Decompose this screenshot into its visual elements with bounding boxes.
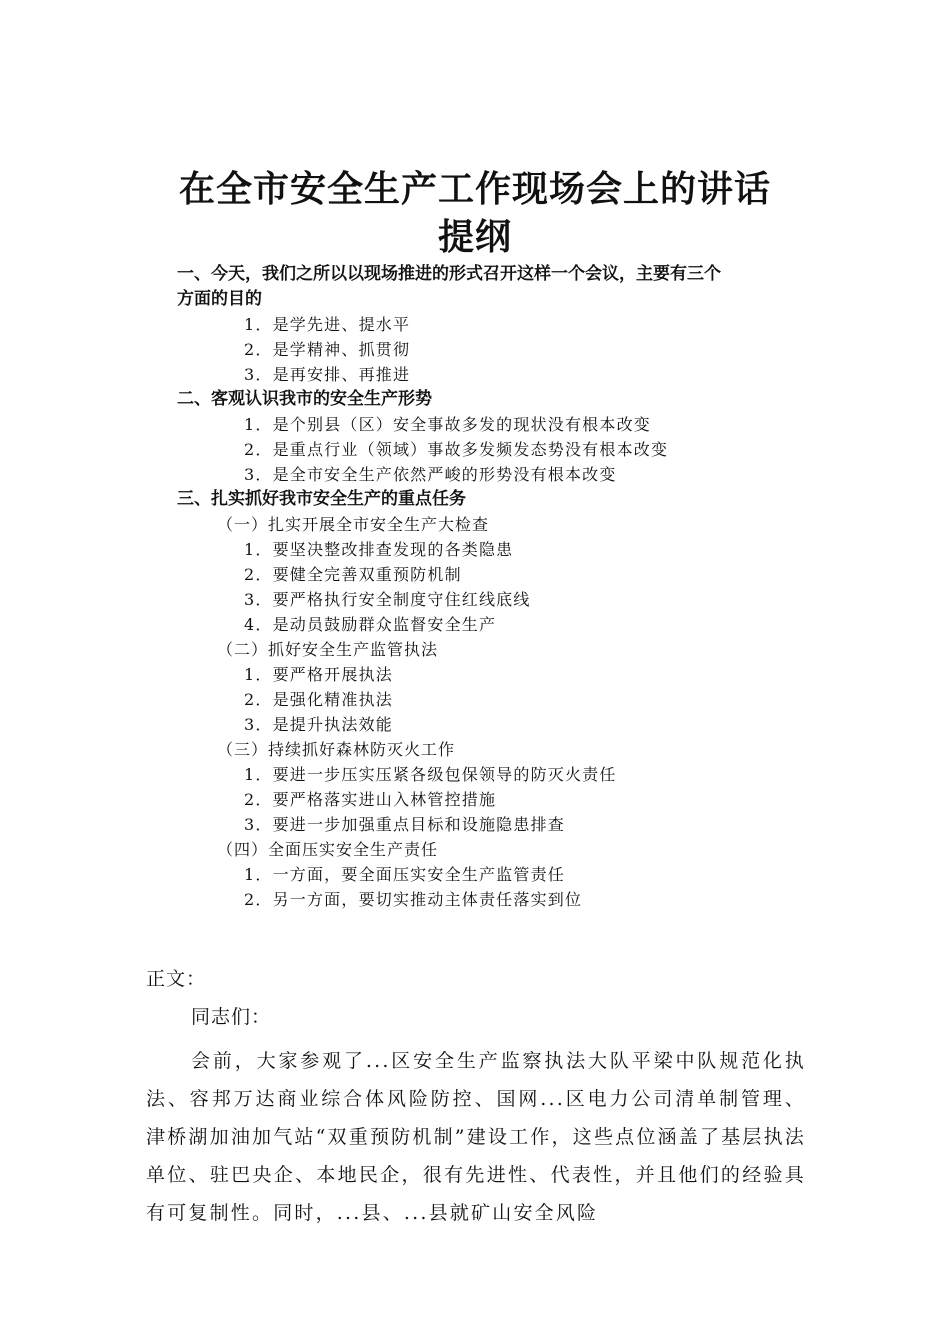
subsection-3-2-item-3: 3．是提升执法效能 — [244, 715, 393, 734]
section-3-heading: 三、扎实抓好我市安全生产的重点任务 — [177, 489, 466, 509]
subsection-3-3-item-2: 2．要严格落实进山入林管控措施 — [244, 790, 497, 809]
subsection-3-1-item-4: 4．是动员鼓励群众监督安全生产 — [244, 615, 497, 634]
section-2-item-2: 2．是重点行业（领域）事故多发频发态势没有根本改变 — [244, 440, 669, 459]
subsection-3-3-item-3: 3．要进一步加强重点目标和设施隐患排查 — [244, 815, 565, 834]
document-title-line-2: 提纲 — [437, 217, 512, 258]
subsection-3-4-item-1: 1．一方面，要全面压实安全生产监管责任 — [244, 865, 565, 884]
section-1-heading — [0, 262, 950, 312]
section-1-item-3: 3．是再安排、再推进 — [244, 365, 411, 384]
body-label: 正文： — [146, 968, 207, 990]
subsection-3-1-item-2: 2．要健全完善双重预防机制 — [244, 565, 462, 584]
subsection-3-2-item-1: 1．要严格开展执法 — [244, 665, 393, 684]
section-1-item-1: 1．是学先进、提水平 — [244, 315, 411, 334]
section-1-heading-line-1: 一、今天，我们之所以以现场推进的形式召开这样一个会议，主要有三个 — [177, 264, 721, 284]
subsection-3-2-heading: （二）抓好安全生产监管执法 — [217, 640, 439, 659]
subsection-3-1-item-1: 1．要坚决整改排查发现的各类隐患 — [244, 540, 514, 559]
subsection-3-1-item-3: 3．要严格执行安全制度守住红线底线 — [244, 590, 531, 609]
body-text — [146, 964, 806, 1232]
outline — [0, 262, 950, 912]
section-2-item-1: 1．是个别县（区）安全事故多发的现状没有根本改变 — [244, 415, 651, 434]
body-paragraph: 会前，大家参观了...区安全生产监察执法大队平梁中队规范化执法、容邦万达商业综合体风险防控、国网...区电力公司清单制管理、津桥湖加油加气站“双重预防机制”建设工作，这些点位涵盖了基层执法单位、驻巴央企、本地民企，很有先进性、代表性，并且他们的经验具有可复制性。同时，...县、...县就矿山安全风险 — [146, 1050, 806, 1224]
subsection-3-3-item-1: 1．要进一步压实压紧各级包保领导的防灭火责任 — [244, 765, 617, 784]
subsection-3-4-item-2: 2．另一方面，要切实推动主体责任落实到位 — [244, 890, 583, 909]
document-title-line-1: 在全市安全生产工作现场会上的讲话 — [178, 169, 771, 210]
section-1-heading-line-2: 方面的目的 — [177, 289, 262, 309]
section-1-item-2: 2．是学精神、抓贯彻 — [244, 340, 411, 359]
subsection-3-4-heading: （四）全面压实安全生产责任 — [217, 840, 439, 859]
subsection-3-2-item-2: 2．是强化精准执法 — [244, 690, 393, 709]
subsection-3-1-heading: （一）扎实开展全市安全生产大检查 — [217, 515, 490, 534]
greeting: 同志们： — [191, 1006, 272, 1028]
section-2-heading: 二、客观认识我市的安全生产形势 — [177, 389, 432, 409]
section-2-item-3: 3．是全市安全生产依然严峻的形势没有根本改变 — [244, 465, 617, 484]
subsection-3-3-heading: （三）持续抓好森林防灭火工作 — [217, 740, 456, 759]
